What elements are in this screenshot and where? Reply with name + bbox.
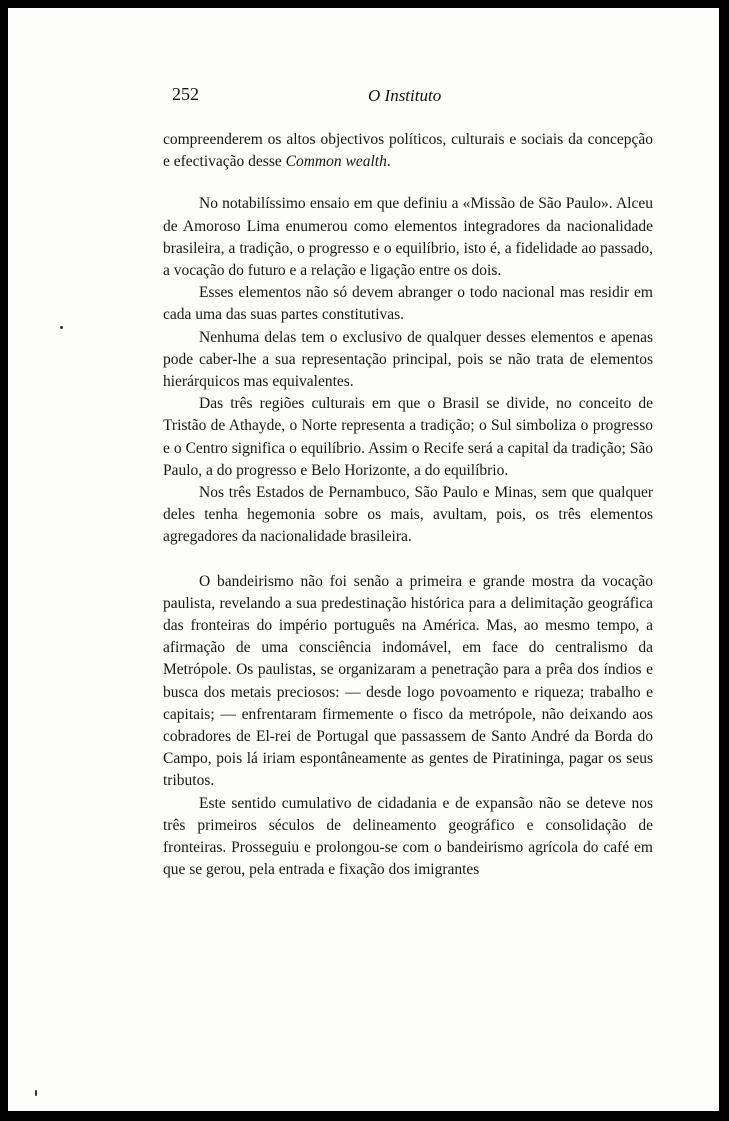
paragraph-1-end: . [386,153,391,171]
page-number: 252 [172,84,199,104]
paragraph-8: Este sentido cumulativo de cidadania e de expansão não se deteve nos três primeiros séculos de delineamento geográfico e consolidação de fronteiras. Prosseguiu e prolongou-se com o bandeirismo agrícola do café em que se gerou, pela entrada e fixação dos imigrantes [163,794,653,879]
scan-speck [35,1090,37,1096]
body-text [163,129,653,882]
scan-speck [60,326,63,329]
paragraph-7: O bandeirismo não foi senão a primeira e grande mostra da vocação paulista, revelando a sua predestinação histórica para a delimitação geográfica das fronteiras do império português na América. Mas, ao mesmo tempo, a afirmação de uma consciência indomável, em face do centralismo da Metrópole. Os paulistas, se organizaram a penetração para a prêa dos índios e busca dos metais preciosos: — desde logo povoamento e riqueza; trabalho e capitais; — enfrentaram firmemente o fisco da metrópole, não deixando aos cobradores de El-rei de Portugal que passassem de Santo André da Borda do Campo, pois lá iriam espontâneamente as gentes de Piratininga, pagar os seus tributos. [163,572,653,790]
paragraph-3: Esses elementos não só devem abranger o todo nacional mas residir em cada uma das suas partes constitutivas. [163,284,653,324]
common-wealth-emphasis: Common wealth [285,153,387,171]
book-page [8,8,719,1111]
paragraph-5: Das três regiões culturais em que o Brasil se divide, no conceito de Tristão de Athayde, o Norte representa a tradição; o Sul simboliza o progresso e o Centro significa o equilíbrio. Assim o Recife será a capital da tradição; São Paulo, a do progresso e Belo Horizonte, a do equilíbrio. [163,395,653,479]
paragraph-4: Nenhuma delas tem o exclusivo de qualquer desses elementos e apenas pode caber-lhe a sua representação principal, pois se não trata de elementos hierárquicos mas equivalentes. [163,328,653,391]
paragraph-2: No notabilíssimo ensaio em que definiu a «Missão de São Paulo». Alceu de Amoroso Lima enumerou como elementos integradores da nacionalidade brasileira, a tradição, o progresso e o equilíbrio, isto é, a fidelidade ao passado, a vocação do futuro e a relação e ligação entre os dois. [163,195,653,280]
paragraph-1-text: compreenderem os altos objectivos políticos, culturais e sociais da concepção e efectivação desse [163,131,653,171]
paragraph-6: Nos três Estados de Pernambuco, São Paulo e Minas, sem que qualquer deles tenha hegemonia sobre os mais, avultam, pois, os três elementos agregadores da nacionalidade brasileira. [163,484,653,546]
page-header [8,84,719,108]
running-title: O Instituto [368,86,442,105]
paragraph-1 [163,129,653,173]
